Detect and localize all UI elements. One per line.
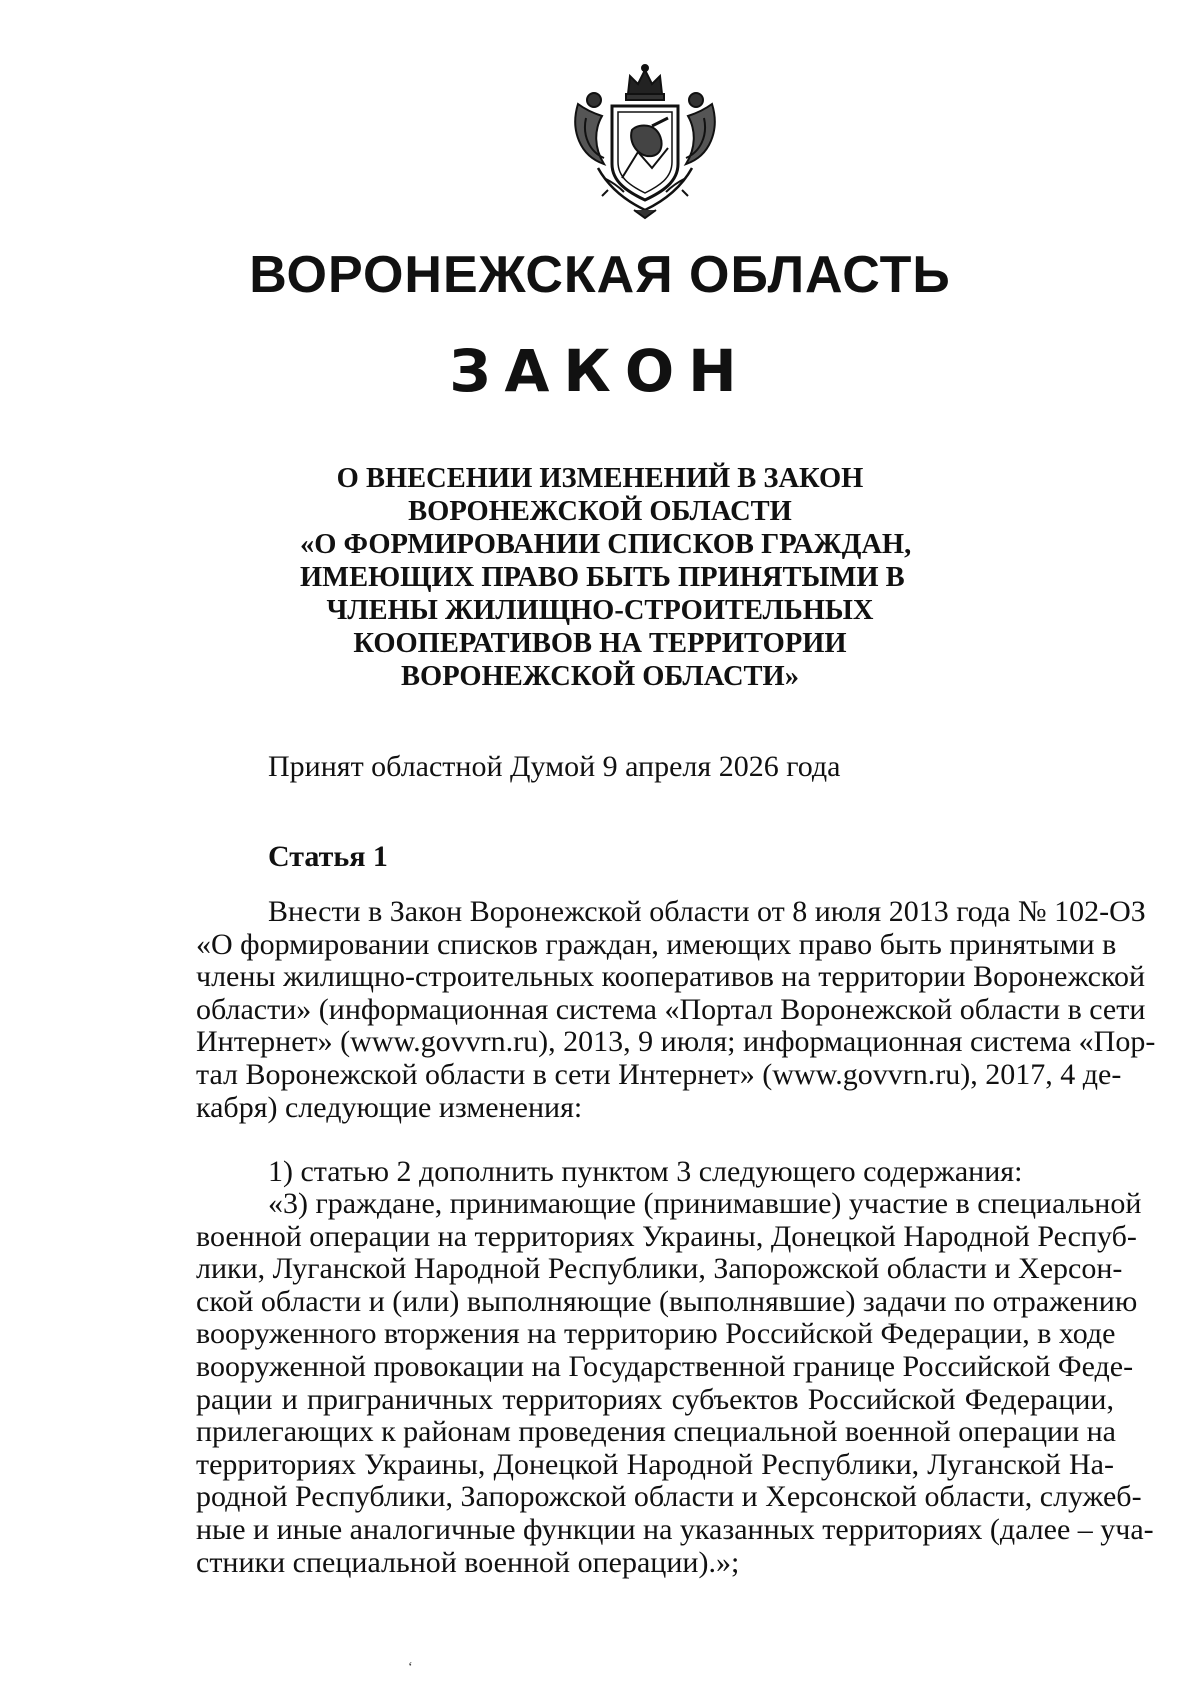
law-title-line: КООПЕРАТИВОВ НА ТЕРРИТОРИИ xyxy=(353,628,847,659)
law-title-line: ВОРОНЕЖСКОЙ ОБЛАСТИ xyxy=(408,496,792,527)
quote-line: «3) граждане, принимающие (принимавшие) участие в специальной xyxy=(268,1187,1142,1220)
document-type-heading: ЗАКОН xyxy=(449,337,751,405)
paragraph-line: «О формировании списков граждан, имеющих право быть принятыми в xyxy=(196,927,1117,961)
quote-line: лики, Луганской Народной Республики, Запорожской области и Херсон- xyxy=(196,1252,1123,1286)
article-paragraph xyxy=(196,895,1156,1124)
quote-line: военной операции на территориях Украины, Донецкой Народной Респуб- xyxy=(196,1219,1137,1253)
paragraph-line: члены жилищно-строительных кооперативов на территории Воронежской xyxy=(196,960,1146,994)
region-heading: ВОРОНЕЖСКАЯ ОБЛАСТЬ xyxy=(249,246,951,304)
law-title-line: ЧЛЕНЫ ЖИЛИЩНО-СТРОИТЕЛЬНЫХ xyxy=(326,595,874,626)
law-title-line: ВОРОНЕЖСКОЙ ОБЛАСТИ» xyxy=(401,661,799,692)
law-title-line: ИМЕЮЩИХ ПРАВО БЫТЬ ПРИНЯТЫМИ В xyxy=(300,562,905,593)
quote-line: территориях Украины, Донецкой Народной Республики, Луганской На- xyxy=(196,1447,1114,1481)
quote-line: вооруженной провокации на Государственной границе Российской Феде- xyxy=(196,1349,1134,1383)
quote-line: вооруженного вторжения на территорию Российской Федерации, в ходе xyxy=(196,1317,1116,1351)
paragraph-line: кабря) следующие изменения: xyxy=(196,1090,583,1124)
quote-line: стники специальной военной операции).»; xyxy=(196,1545,740,1579)
article-heading: Статья 1 xyxy=(268,840,388,873)
quote-line: родной Республики, Запорожской области и Херсонской области, служеб- xyxy=(196,1480,1142,1514)
quote-line: прилегающих к районам проведения специальной военной операции на xyxy=(196,1415,1116,1449)
quote-line: ные и иные аналогичные функции на указанных территориях (далее – уча- xyxy=(196,1512,1154,1546)
paragraph-line: Внести в Закон Воронежской области от 8 июля 2013 года № 102-ОЗ xyxy=(268,895,1146,928)
scan-speck: ‘ xyxy=(408,1660,413,1675)
coat-of-arms-emblem xyxy=(568,60,722,220)
law-title-line: О ВНЕСЕНИИ ИЗМЕНЕНИЙ В ЗАКОН xyxy=(336,463,864,494)
amendment-item-1: 1) статью 2 дополнить пунктом 3 следующего содержания: xyxy=(268,1155,1023,1188)
paragraph-line: тал Воронежской области в сети Интернет» (www.govvrn.ru), 2017, 4 де- xyxy=(196,1057,1122,1091)
quote-line: ской области и (или) выполняющие (выполнявшие) задачи по отражению xyxy=(196,1284,1138,1318)
amendment-quote xyxy=(196,1187,1154,1579)
adoption-statement: Принят областной Думой 9 апреля 2026 года xyxy=(268,750,841,783)
law-title xyxy=(300,462,912,693)
paragraph-line: Интернет» (www.govvrn.ru), 2013, 9 июля; информационная система «Пор- xyxy=(196,1025,1156,1059)
quote-line: рации и приграничных территориях субъектов Российской Федерации, xyxy=(196,1382,1114,1416)
law-title-line: «О ФОРМИРОВАНИИ СПИСКОВ ГРАЖДАН, xyxy=(300,529,912,560)
paragraph-line: области» (информационная система «Портал Воронежской области в сети xyxy=(196,992,1146,1026)
